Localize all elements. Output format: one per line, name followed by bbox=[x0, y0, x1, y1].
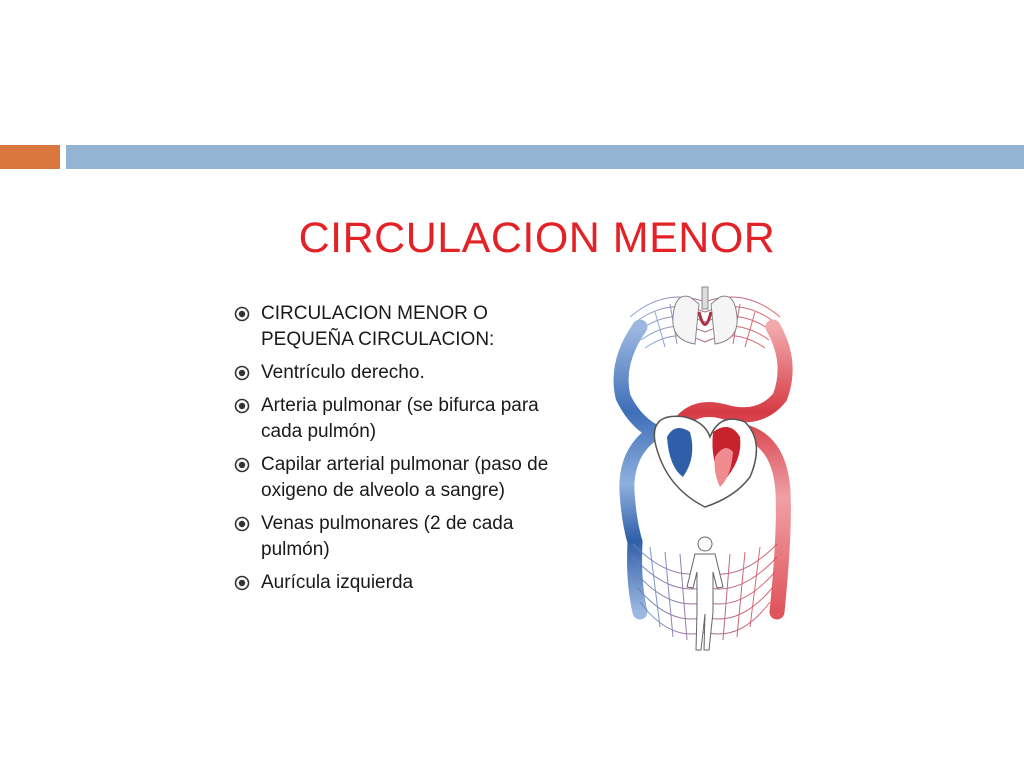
radio-target-icon bbox=[234, 575, 250, 591]
bullet-item bbox=[234, 301, 564, 353]
bullet-item bbox=[234, 360, 564, 386]
bullet-text: Arteria pulmonar (se bifurca para cada pulmón) bbox=[261, 395, 539, 442]
human-figure-icon bbox=[687, 537, 723, 650]
bullet-text: CIRCULACION MENOR O PEQUEÑA CIRCULACION: bbox=[261, 303, 495, 350]
radio-target-icon bbox=[234, 457, 250, 473]
bullet-item bbox=[234, 393, 564, 445]
bullet-item bbox=[234, 452, 564, 504]
accent-bar-blue bbox=[66, 145, 1024, 169]
bullet-text: Capilar arterial pulmonar (paso de oxigeno de alveolo a sangre) bbox=[261, 454, 549, 501]
radio-target-icon bbox=[234, 516, 250, 532]
heart-icon bbox=[654, 416, 756, 507]
bullet-list bbox=[234, 301, 564, 603]
bullet-item bbox=[234, 570, 564, 596]
radio-target-icon bbox=[234, 306, 250, 322]
left-vessel bbox=[621, 327, 655, 612]
bullet-text: Venas pulmonares (2 de cada pulmón) bbox=[261, 513, 514, 560]
bullet-item bbox=[234, 511, 564, 563]
pulmonary-circulation-diagram bbox=[595, 282, 815, 657]
radio-target-icon bbox=[234, 365, 250, 381]
accent-bar-orange bbox=[0, 145, 60, 169]
bullet-text: Aurícula izquierda bbox=[261, 572, 414, 593]
slide-title: CIRCULACION MENOR bbox=[298, 214, 776, 262]
bullet-text: Ventrículo derecho. bbox=[261, 362, 425, 383]
lungs-icon bbox=[673, 287, 737, 344]
radio-target-icon bbox=[234, 398, 250, 414]
